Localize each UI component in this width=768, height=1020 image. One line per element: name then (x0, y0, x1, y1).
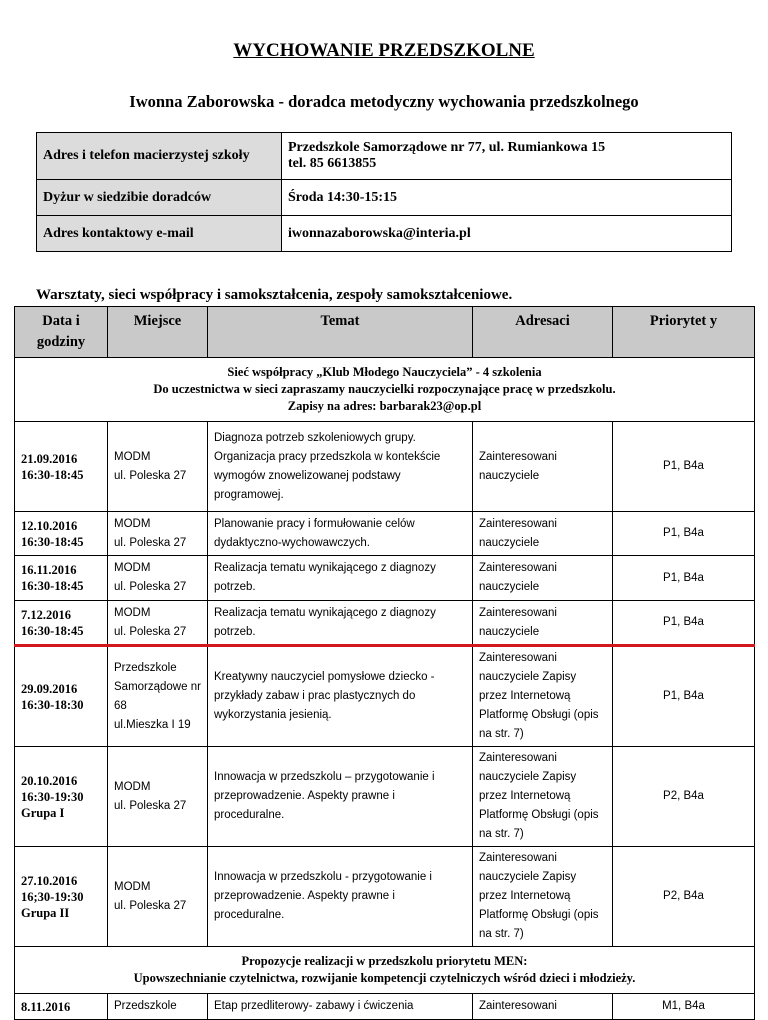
cell-audience: Zainteresowani nauczyciele (473, 556, 613, 601)
banner-row (15, 947, 755, 994)
cell-place: Przedszkole Samorządowe nr 68 ul.Mieszka I 19 (108, 646, 208, 747)
table-row (15, 601, 755, 646)
info-row (37, 180, 732, 216)
table-row (15, 556, 755, 601)
header-audience: Adresaci (473, 307, 613, 358)
banner-row (15, 358, 755, 422)
cell-priority: P1, B4a (613, 556, 755, 601)
contact-email[interactable]: iwonnazaborowska@interia.pl (282, 216, 732, 252)
table-row (15, 512, 755, 556)
cell-topic: Kreatywny nauczyciel pomysłowe dziecko - przykłady zabaw i prac plastycznych do wykorzystania jesienią. (208, 646, 473, 747)
cell-audience: Zainteresowani nauczyciele Zapisy przez Internetową Platformę Obsługi (opis na str. 7) (473, 747, 613, 847)
network-banner (15, 358, 755, 422)
info-label: Adres i telefon macierzystej szkoły (37, 133, 282, 180)
contact-info-table (36, 132, 732, 252)
page-subtitle: Iwonna Zaborowska - doradca metodyczny wychowania przedszkolnego (129, 92, 639, 111)
banner-line: Do uczestnictwa w sieci zapraszamy nauczycielki rozpoczynające pracę w przedszkolu. (153, 382, 616, 396)
info-value (282, 133, 732, 180)
section-title: Warsztaty, sieci współpracy i samokształcenia, zespoły samokształceniowe. (36, 287, 513, 303)
table-row (15, 646, 755, 747)
cell-topic: Realizacja tematu wynikającego z diagnozy potrzeb. (208, 556, 473, 601)
cell-place: MODM ul. Poleska 27 (108, 847, 208, 947)
banner-line: Zapisy na adres: barbarak23@op.pl (287, 399, 482, 413)
cell-priority: P1, B4a (613, 646, 755, 747)
priority-banner (15, 947, 755, 994)
cell-date: 27.10.2016 16;30-19:30 Grupa II (15, 847, 108, 947)
table-row (15, 422, 755, 512)
table-header-row (15, 307, 755, 358)
cell-priority: P2, B4a (613, 747, 755, 847)
workshops-table (14, 306, 755, 1020)
cell-audience: Zainteresowani nauczyciele Zapisy przez Internetową Platformę Obsługi (opis na str. 7) (473, 847, 613, 947)
cell-topic: Realizacja tematu wynikającego z diagnozy potrzeb. (208, 601, 473, 646)
header-topic: Temat (208, 307, 473, 358)
cell-place: MODM ul. Poleska 27 (108, 422, 208, 512)
cell-place: MODM ul. Poleska 27 (108, 556, 208, 601)
duty-hours: Środa 14:30-15:15 (282, 180, 732, 216)
cell-date: 8.11.2016 (15, 994, 108, 1020)
page-title: WYCHOWANIE PRZEDSZKOLNE (233, 40, 535, 61)
info-label: Dyżur w siedzibie doradców (37, 180, 282, 216)
banner-line: Upowszechnianie czytelnictwa, rozwijanie kompetencji czytelniczych wśród dzieci i młodzieży. (133, 971, 636, 985)
header-priority: Priorytet y (613, 307, 755, 358)
cell-priority: M1, B4a (613, 994, 755, 1020)
cell-audience: Zainteresowani (473, 994, 613, 1020)
cell-topic: Diagnoza potrzeb szkoleniowych grupy. Organizacja pracy przedszkola w kontekście wymogów znowelizowanej podstawy programowej. (208, 422, 473, 512)
banner-line: Propozycje realizacji w przedszkolu priorytetu MEN: (241, 954, 528, 968)
header-place: Miejsce (108, 307, 208, 358)
cell-priority: P1, B4a (613, 422, 755, 512)
cell-topic: Etap przedliterowy- zabawy i ćwiczenia (208, 994, 473, 1020)
cell-place: MODM ul. Poleska 27 (108, 747, 208, 847)
cell-date: 16.11.2016 16:30-18:45 (15, 556, 108, 601)
header-date: Data i godziny (15, 307, 108, 358)
cell-date: 12.10.2016 16:30-18:45 (15, 512, 108, 556)
cell-priority: P1, B4a (613, 512, 755, 556)
info-label: Adres kontaktowy e-mail (37, 216, 282, 252)
table-row (15, 747, 755, 847)
banner-line: Sieć współpracy „Klub Młodego Nauczyciela” - 4 szkolenia (227, 365, 542, 379)
cell-audience: Zainteresowani nauczyciele Zapisy przez Internetową Platformę Obsługi (opis na str. 7) (473, 646, 613, 747)
cell-priority: P2, B4a (613, 847, 755, 947)
cell-date: 20.10.2016 16:30-19:30 Grupa I (15, 747, 108, 847)
cell-audience: Zainteresowani nauczyciele (473, 601, 613, 646)
cell-priority: P1, B4a (613, 601, 755, 646)
table-row (15, 847, 755, 947)
cell-audience: Zainteresowani nauczyciele (473, 512, 613, 556)
cell-date: 7.12.2016 16:30-18:45 (15, 601, 108, 646)
info-row (37, 133, 732, 180)
cell-date: 21.09.2016 16:30-18:45 (15, 422, 108, 512)
cell-place: Przedszkole (108, 994, 208, 1020)
table-row (15, 994, 755, 1020)
cell-place: MODM ul. Poleska 27 (108, 601, 208, 646)
cell-place: MODM ul. Poleska 27 (108, 512, 208, 556)
info-row (37, 216, 732, 252)
school-phone: tel. 85 6613855 (288, 156, 377, 171)
cell-topic: Innowacja w przedszkolu - przygotowanie i przeprowadzenie. Aspekty prawne i proceduralne. (208, 847, 473, 947)
cell-topic: Planowanie pracy i formułowanie celów dydaktyczno-wychowawczych. (208, 512, 473, 556)
cell-date: 29.09.2016 16:30-18:30 (15, 646, 108, 747)
school-address: Przedszkole Samorządowe nr 77, ul. Rumiankowa 15 (288, 140, 606, 155)
cell-topic: Innowacja w przedszkolu – przygotowanie i przeprowadzenie. Aspekty prawne i proceduralne. (208, 747, 473, 847)
cell-audience: Zainteresowani nauczyciele (473, 422, 613, 512)
